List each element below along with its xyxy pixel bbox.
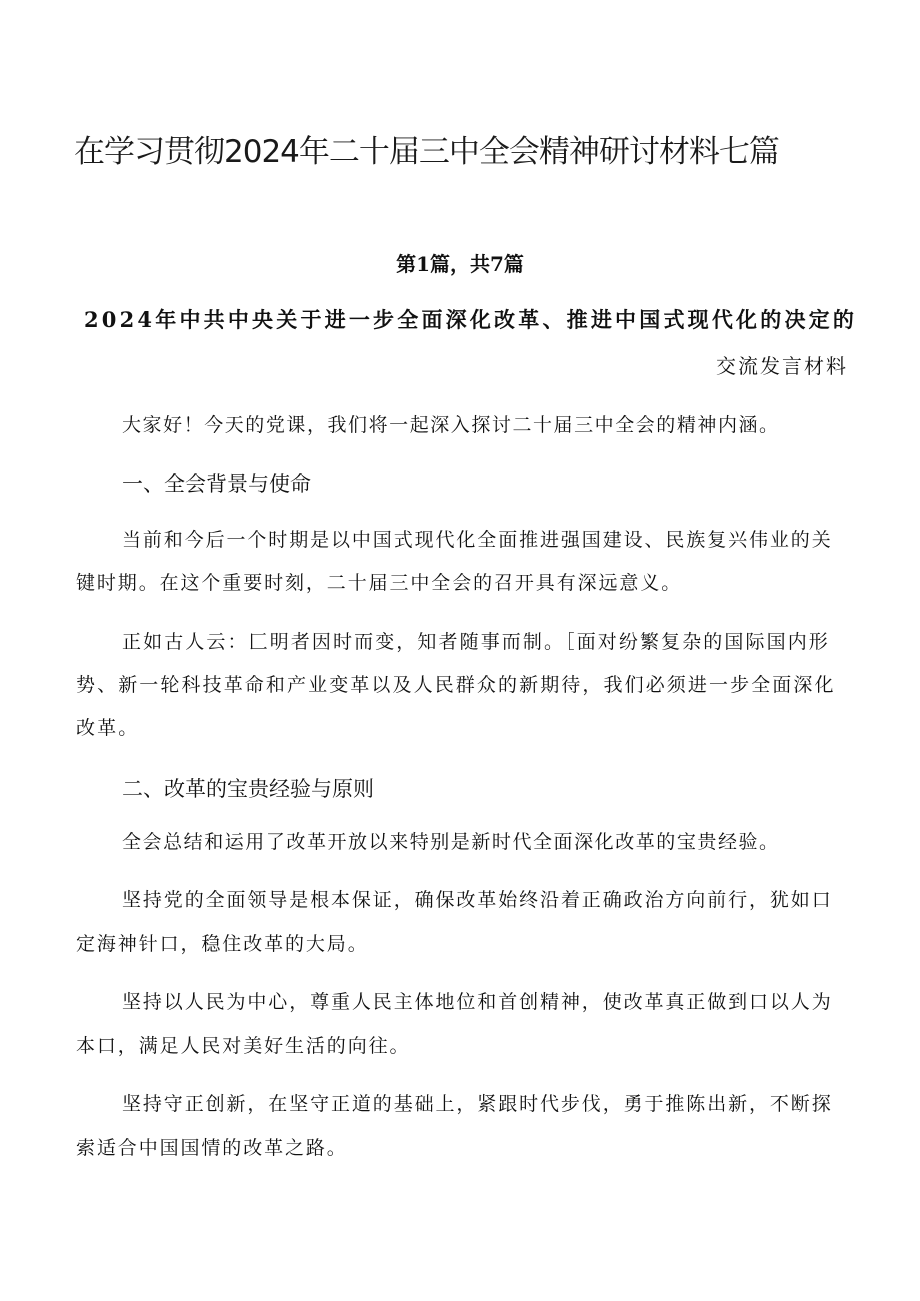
document-title: 在学习贯彻2024年二十届三中全会精神研讨材料七篇	[74, 134, 779, 170]
section-2-paragraph-1: 全会总结和运用了改革开放以来特别是新时代全面深化改革的宝贵经验。	[122, 831, 780, 853]
article-title-line-1: 2024年中共中央关于进一步全面深化改革、推进中国式现代化的决定的	[84, 307, 858, 332]
section-1-paragraph-1-line-2: 键时期。在这个重要时刻，二十届三中全会的召开具有深远意义。	[76, 572, 683, 594]
section-2-paragraph-4-line-1: 坚持守正创新，在坚守正道的基础上，紧跟时代步伐，勇于推陈出新，不断探	[122, 1093, 833, 1115]
section-1-heading: 一、全会背景与使命	[122, 472, 311, 496]
article-title-line-2: 交流发言材料	[716, 354, 848, 378]
intro-paragraph: 大家好！今天的党课，我们将一起深入探讨二十届三中全会的精神内涵。	[122, 414, 780, 436]
section-1-paragraph-2-line-2: 势、新一轮科技革命和产业变革以及人民群众的新期待，我们必须进一步全面深化	[76, 674, 836, 696]
section-2-paragraph-2-line-2: 定海神针口，稳住改革的大局。	[76, 933, 369, 955]
section-2-paragraph-2-line-1: 坚持党的全面领导是根本保证，确保改革始终沿着正确政治方向前行，犹如口	[122, 889, 833, 911]
section-2-heading: 二、改革的宝贵经验与原则	[122, 777, 374, 801]
section-1-paragraph-2-line-3: 改革。	[76, 717, 140, 739]
section-2-paragraph-4-line-2: 索适合中国国情的改革之路。	[76, 1137, 348, 1159]
section-1-paragraph-1-line-1: 当前和今后一个时期是以中国式现代化全面推进强国建设、民族复兴伟业的关	[122, 529, 833, 551]
section-2-paragraph-3-line-1: 坚持以人民为中心，尊重人民主体地位和首创精神，使改革真正做到口以人为	[122, 991, 833, 1013]
section-1-paragraph-2-line-1: 正如古人云：匚明者因时而变，知者随事而制。［面对纷繁复杂的国际国内形	[122, 631, 830, 653]
part-label: 第1篇，共7篇	[396, 252, 524, 276]
section-2-paragraph-3-line-2: 本口，满足人民对美好生活的向往。	[76, 1035, 411, 1057]
